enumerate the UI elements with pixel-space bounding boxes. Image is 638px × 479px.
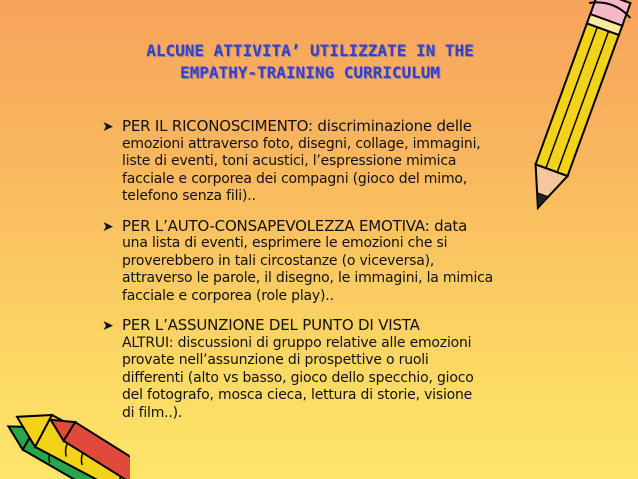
bullet-line: ALTRUI: discussioni di gruppo relative alle emozioni [122, 334, 472, 351]
bullet-line: emozioni attraverso foto, disegni, collage, immagini, [122, 135, 481, 152]
title-line-2: EMPATHY-TRAINING CURRICULUM [179, 63, 441, 82]
bullet-line: provate nell’assunzione di prospettive o ruoli [122, 352, 429, 368]
bullet-line: del fotografo, mosca cieca, lettura di storie, visione [122, 387, 473, 403]
arrow-bullet-icon: ➤ [102, 318, 114, 334]
bullet-line: attraverso le parole, il disegno, le immagini, la mimica [122, 270, 494, 286]
bullet-line: PER IL RICONOSCIMENTO: discriminazione delle [122, 117, 472, 135]
bullet-line: proverebbero in tali circostanze (o viceversa), [122, 252, 435, 269]
bullet-line: una lista di eventi, esprimere le emozioni che si [122, 235, 448, 251]
bullet-line: facciale e corporea dei compagni (gioco del mimo, [122, 170, 467, 187]
pencil-clipart-icon [515, 0, 638, 215]
arrow-bullet-icon: ➤ [102, 119, 114, 135]
slide-title [110, 40, 510, 84]
bullet-line: differenti (alto vs basso, gioco dello specchio, gioco [122, 369, 474, 386]
crayons-clipart-icon [0, 355, 130, 479]
bullet-item [100, 317, 590, 422]
bullet-line: facciale e corporea (role play).. [122, 287, 334, 304]
title-line-1: ALCUNE ATTIVITA’ UTILIZZATE IN THE [146, 41, 474, 60]
arrow-bullet-icon: ➤ [102, 218, 114, 235]
bullet-line: telefono senza fili).. [122, 188, 256, 204]
bullet-line: PER L’AUTO-CONSAPEVOLEZZA EMOTIVA: data [122, 216, 468, 235]
bullet-item [100, 218, 590, 306]
bullet-line: PER L’ASSUNZIONE DEL PUNTO DI VISTA [122, 316, 420, 334]
bullet-line: di film..). [122, 404, 183, 421]
bullet-line: liste di eventi, toni acustici, l’espressione mimica [122, 153, 457, 169]
